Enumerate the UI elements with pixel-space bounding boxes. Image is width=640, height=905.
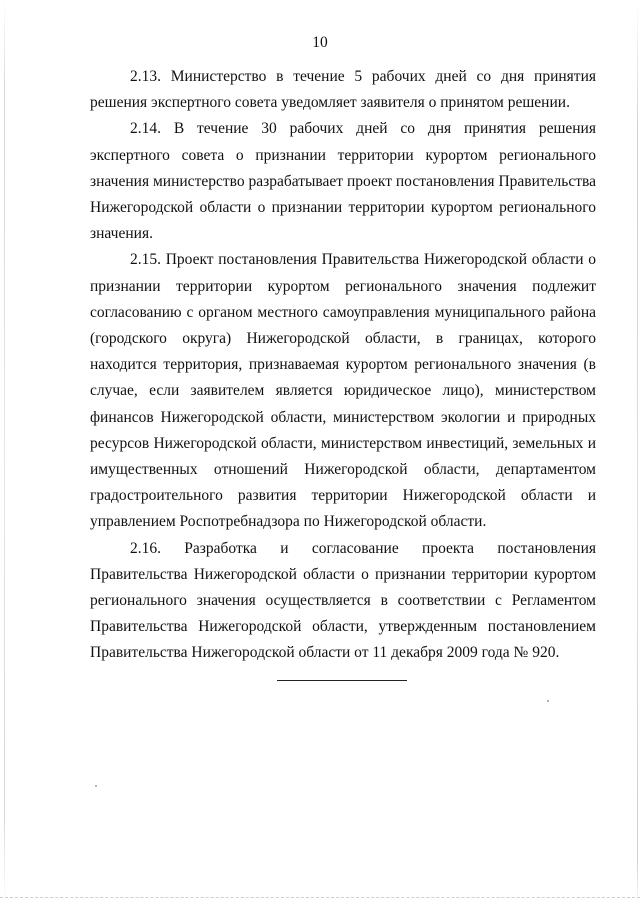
scan-edge-right	[637, 0, 638, 905]
page-number: 10	[312, 34, 328, 51]
paragraph-2-14: 2.14. В течение 30 рабочих дней со дня принятия решения экспертного совета о признании территории курортом регионального значения министерство разрабатывает проект постановления Правительства Нижегородской области о признании территории курортом регионального значения.	[90, 120, 596, 243]
paragraph-2-16: 2.16. Разработка и согласование проекта постановления Правительства Нижегородской области о признании территории курортом регионального значения осуществляется в соответствии с Регламентом Правительства Нижегородской области, утвержденным постановлением Правительства Нижегородской области от 11 декабря 2009 года № 920.	[90, 539, 596, 662]
scan-edge-left	[4, 0, 5, 905]
scan-speck	[547, 700, 549, 702]
paragraph-2-13: 2.13. Министерство в течение 5 рабочих дней со дня принятия решения экспертного совета уведомляет заявителя о принятом решении.	[90, 68, 596, 112]
scan-speck	[95, 785, 97, 787]
paragraph-2-15: 2.15. Проект постановления Правительства Нижегородской области о признании территории курортом регионального значения подлежит согласованию с органом местного самоуправления муниципального района (городского округа) Нижегородской области, в границах, которого находится территория, признаваемая курортом регионального значения (в случае, если заявителем является юридическое лицо), министерством финансов Нижегородской области, министерством экологии и природных ресурсов Нижегородской области, министерством инвестиций, земельных и имущественных отношений Нижегородской области, департаментом градостроительного развития территории Нижегородской области и управлением Роспотребнадзора по Нижегородской области.	[90, 251, 596, 531]
end-separator-line	[277, 680, 407, 681]
document-body	[90, 64, 596, 667]
scan-bottom-edge	[0, 897, 640, 899]
